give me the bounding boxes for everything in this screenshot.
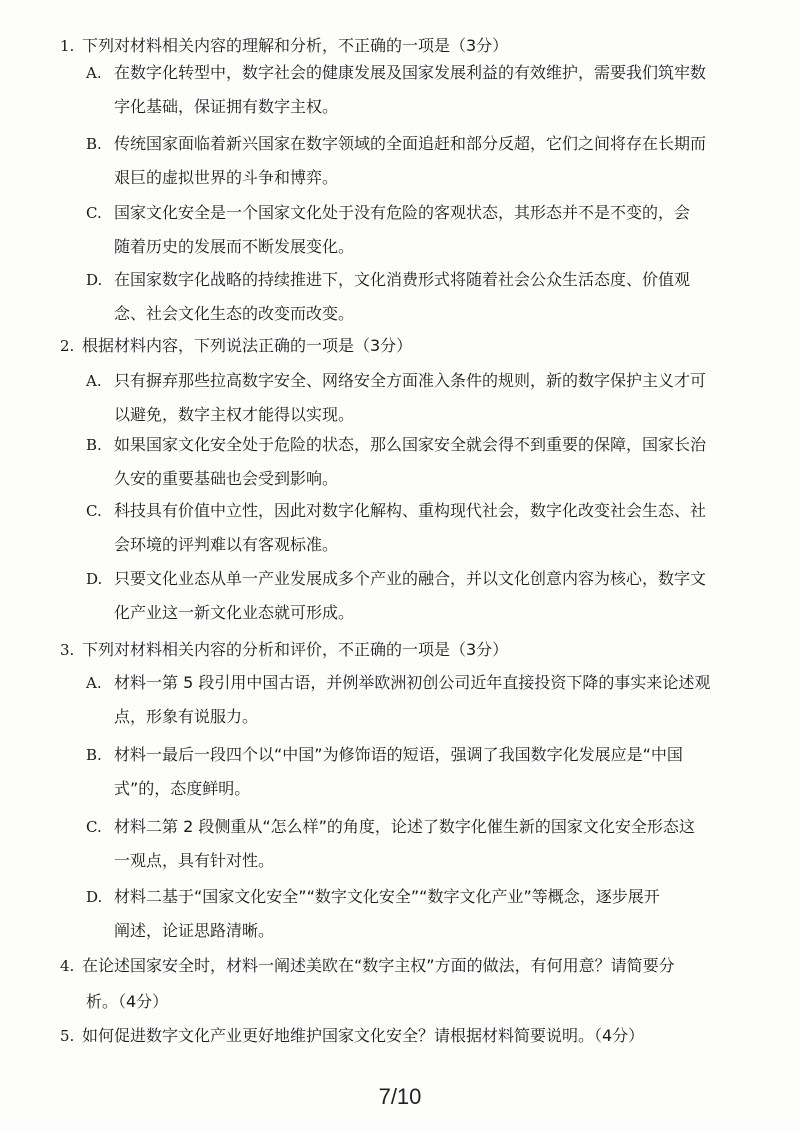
option-text-line1: 材料二第 2 段侧重从“怎么样”的角度，论述了数字化催生新的国家文化安全形态这: [114, 817, 695, 836]
option-text-line2: 阐述，论证思路清晰。: [114, 921, 275, 940]
option-text-line1: 材料一第 5 段引用中国古语，并例举欧洲初创公司近年直接投资下降的事实来论述观: [114, 673, 711, 692]
option-letter: C.: [86, 204, 102, 222]
question-number: 1.: [60, 37, 75, 55]
option-letter: B.: [86, 746, 102, 764]
question-text-line2: 析。（4分）: [86, 992, 169, 1011]
option-letter: D.: [86, 271, 103, 289]
q2-option-d: [86, 562, 766, 630]
q3-option-b: [86, 738, 766, 806]
q1-option-a: [86, 56, 766, 124]
question-number: 2.: [60, 337, 75, 355]
option-text-line1: 材料二基于“国家文化安全”“数字文化安全”“数字文化产业”等概念，逐步展开: [114, 887, 660, 906]
option-text-line2: 会环境的评判难以有客观标准。: [114, 535, 339, 554]
option-letter: A.: [86, 64, 102, 82]
q3-option-d: [86, 880, 766, 948]
option-text-line1: 传统国家面临着新兴国家在数字领域的全面追赶和部分反超，它们之间将存在长期而: [114, 134, 707, 153]
q2-option-c: [86, 494, 766, 562]
option-letter: C.: [86, 818, 102, 836]
question-stem: 下列对材料相关内容的理解和分析，不正确的一项是（3分）: [82, 36, 509, 55]
option-letter: C.: [86, 502, 102, 520]
option-text-line2: 点，形象有说服力。: [114, 707, 259, 726]
option-text-line1: 科技具有价值中立性，因此对数字化解构、重构现代社会，数字化改变社会生态、社: [114, 501, 707, 520]
option-text-line1: 只要文化业态从单一产业发展成多个产业的融合，并以文化创意内容为核心，数字文: [114, 569, 707, 588]
option-text-line2: 一观点，具有针对性。: [114, 851, 275, 870]
option-text-line2: 念、社会文化生态的改变而改变。: [114, 304, 355, 323]
question-5: [60, 1020, 780, 1052]
q2-option-b: [86, 428, 766, 496]
question-text-line1: 如何促进数字文化产业更好地维护国家文化安全？请根据材料简要说明。（4分）: [82, 1026, 645, 1045]
q3-option-c: [86, 810, 766, 878]
question-number: 3.: [60, 641, 75, 659]
option-text-line1: 材料一最后一段四个以“中国”为修饰语的短语，强调了我国数字化发展应是“中国: [114, 745, 683, 764]
option-letter: A.: [86, 372, 102, 390]
page-indicator: 7/10: [378, 1084, 422, 1109]
option-letter: B.: [86, 436, 102, 454]
option-text-line2: 式”的，态度鲜明。: [114, 779, 251, 798]
option-text-line2: 化产业这一新文化业态就可形成。: [114, 603, 355, 622]
question-stem: 根据材料内容，下列说法正确的一项是（3分）: [82, 336, 413, 355]
q3-option-a: [86, 666, 766, 734]
question-4: [60, 950, 780, 982]
option-text-line2: 艰巨的虚拟世界的斗争和博弈。: [114, 168, 339, 187]
option-letter: B.: [86, 135, 102, 153]
option-text-line2: 以避免，数字主权才能得以实现。: [114, 405, 355, 424]
q1-option-c: [86, 196, 766, 264]
option-text-line1: 只有摒弃那些拉高数字安全、网络安全方面准入条件的规则，新的数字保护主义才可: [114, 371, 707, 390]
option-text-line1: 在国家数字化战略的持续推进下，文化消费形式将随着社会公众生活态度、价值观: [114, 270, 691, 289]
question-4-continued: [86, 986, 800, 1018]
option-letter: D.: [86, 570, 103, 588]
option-letter: D.: [86, 888, 103, 906]
option-letter: A.: [86, 674, 102, 692]
question-3: [60, 634, 780, 666]
question-number: 5.: [60, 1027, 75, 1045]
option-text-line1: 在数字化转型中，数字社会的健康发展及国家发展利益的有效维护，需要我们筑牢数: [114, 63, 707, 82]
option-text-line2: 字化基础，保证拥有数字主权。: [114, 97, 339, 116]
question-stem: 下列对材料相关内容的分析和评价，不正确的一项是（3分）: [82, 640, 509, 659]
question-2: [60, 330, 780, 362]
q1-option-d: [86, 263, 766, 331]
q1-option-b: [86, 127, 766, 195]
question-number: 4.: [60, 957, 75, 975]
option-text-line1: 国家文化安全是一个国家文化处于没有危险的客观状态，其形态并不是不变的，会: [114, 203, 691, 222]
question-text-line1: 在论述国家安全时，材料一阐述美欧在“数字主权”方面的做法，有何用意？请简要分: [82, 956, 675, 975]
option-text-line1: 如果国家文化安全处于危险的状态，那么国家安全就会得不到重要的保障，国家长治: [114, 435, 707, 454]
option-text-line2: 久安的重要基础也会受到影响。: [114, 469, 339, 488]
option-text-line2: 随着历史的发展而不断发展变化。: [114, 237, 355, 256]
q2-option-a: [86, 364, 766, 432]
